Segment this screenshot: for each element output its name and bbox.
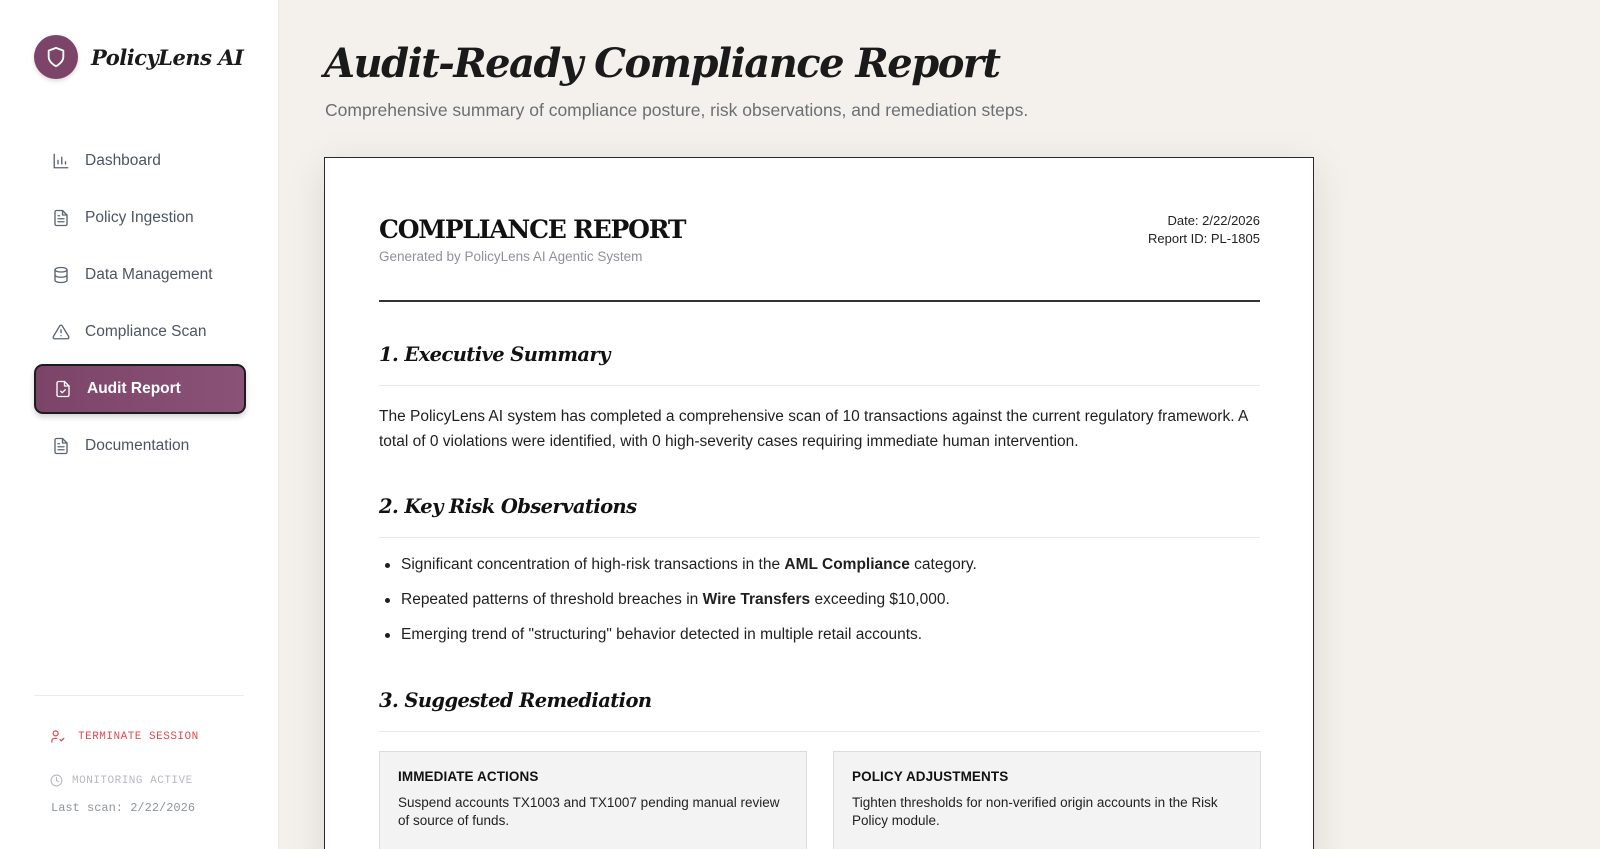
card-text: Suspend accounts TX1003 and TX1007 pending manual review of source of funds.: [398, 795, 780, 828]
list-item: Significant concentration of high-risk transactions in the AML Compliance category.: [379, 555, 1259, 590]
report-title: COMPLIANCE REPORT: [379, 215, 686, 244]
sidebar-item-data-management[interactable]: [34, 250, 246, 300]
database-icon: [51, 265, 71, 285]
report-date: Date: 2/22/2026: [1167, 213, 1260, 228]
terminate-session-button[interactable]: [50, 729, 199, 744]
sidebar-item-audit-report[interactable]: [34, 364, 246, 414]
file-check-icon: [53, 379, 73, 399]
monitoring-status: [50, 774, 193, 787]
section-heading-suggested-remediation: 3. Suggested Remediation: [379, 689, 652, 712]
card-title: POLICY ADJUSTMENTS: [852, 769, 1009, 784]
section-heading-key-risk-observations: 2. Key Risk Observations: [379, 495, 637, 518]
report-document: [324, 157, 1314, 849]
sidebar-nav: [34, 136, 246, 478]
report-generated-by: Generated by PolicyLens AI Agentic System: [379, 249, 643, 264]
document-icon: [51, 208, 71, 228]
monitoring-label: MONITORING ACTIVE: [72, 774, 193, 787]
clock-icon: [50, 774, 63, 787]
section-divider: [379, 385, 1260, 386]
bar-chart-icon: [51, 151, 71, 171]
page-title: Audit-Ready Compliance Report: [324, 40, 1000, 87]
sidebar-item-label: Documentation: [85, 437, 190, 454]
sidebar-item-policy-ingestion[interactable]: [34, 193, 246, 243]
section-heading-executive-summary: 1. Executive Summary: [379, 343, 610, 366]
terminate-session-label: TERMINATE SESSION: [78, 730, 199, 743]
warning-triangle-icon: [51, 322, 71, 342]
report-id: Report ID: PL-1805: [1147, 231, 1260, 246]
section-divider: [379, 537, 1260, 538]
sidebar-item-label: Compliance Scan: [85, 323, 207, 340]
list-item: Repeated patterns of threshold breaches in Wire Transfers exceeding $10,000.: [379, 590, 1259, 625]
sidebar-item-label: Audit Report: [87, 380, 181, 397]
brand-name: PolicyLens AI: [91, 44, 244, 70]
user-x-icon: [50, 729, 65, 744]
document-icon: [51, 436, 71, 456]
remediation-card-policy-adjustments: [833, 751, 1261, 849]
sidebar-item-compliance-scan[interactable]: [34, 307, 246, 357]
report-header-divider: [379, 300, 1260, 302]
sidebar-item-documentation[interactable]: [34, 421, 246, 471]
section-divider: [379, 731, 1260, 732]
sidebar-item-label: Policy Ingestion: [85, 209, 194, 226]
sidebar-item-label: Data Management: [85, 266, 213, 283]
list-item: Emerging trend of "structuring" behavior detected in multiple retail accounts.: [379, 625, 1259, 660]
executive-summary-text: The PolicyLens AI system has completed a comprehensive scan of 10 transactions against the current regulatory framework. A total of 0 violations were identified, with 0 high-severity cases requiring immediate human intervention.: [379, 408, 1248, 450]
page-subtitle: Comprehensive summary of compliance posture, risk observations, and remediation steps.: [325, 100, 1029, 120]
brand[interactable]: [34, 35, 243, 79]
card-text: Tighten thresholds for non-verified origin accounts in the Risk Policy module.: [852, 795, 1218, 828]
sidebar-item-dashboard[interactable]: [34, 136, 246, 186]
last-scan-text: Last scan: 2/22/2026: [51, 801, 196, 815]
sidebar-item-label: Dashboard: [85, 152, 161, 169]
report-meta: [1148, 212, 1260, 248]
sidebar: [0, 0, 279, 849]
card-title: IMMEDIATE ACTIONS: [398, 769, 539, 784]
remediation-card-immediate-actions: [379, 751, 807, 849]
shield-icon: [34, 35, 78, 79]
sidebar-divider: [34, 695, 244, 696]
risk-observations-list: [379, 555, 1259, 660]
